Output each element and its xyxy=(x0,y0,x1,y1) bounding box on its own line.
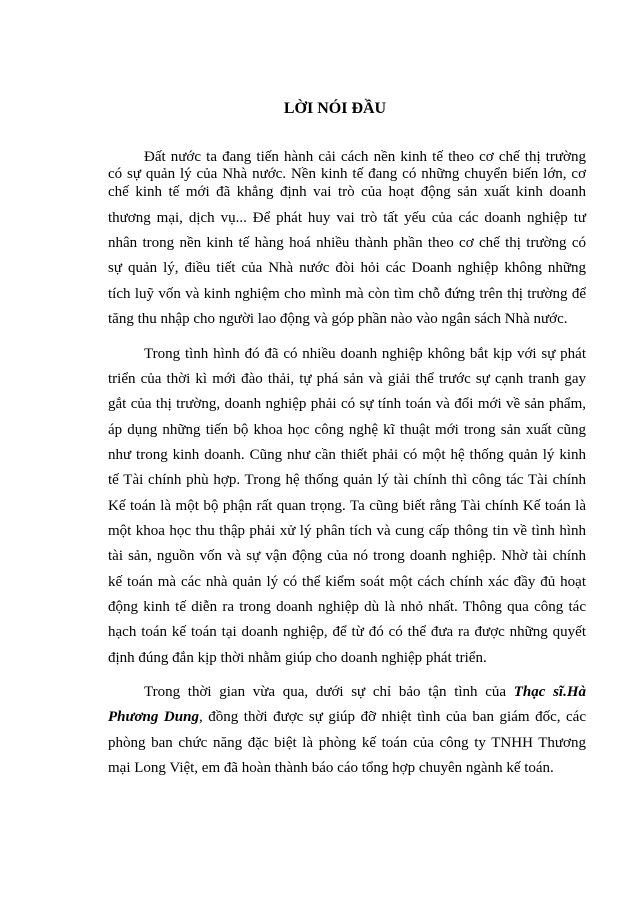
text-line: Kế toán là một bộ phận rất quan trọng. Ta cũng biết rằng Tài chính Kế toán là xyxy=(108,498,586,514)
text-line: triển của thời kì mới đào thải, tự phá sản và giải thể trước sự cạnh tranh gay xyxy=(108,371,586,387)
text-line xyxy=(108,705,586,729)
text-line: Trong tình hình đó đã có nhiều doanh nghiệp không bắt kịp với sự phát xyxy=(144,346,586,362)
text-line: phòng ban chức năng đặc biệt là phòng kế toán của công ty TNHH Thương xyxy=(108,735,586,751)
supervisor-name-emphasis: Thạc sĩ.Hà xyxy=(513,684,586,700)
text-line: như trong kinh doanh. Cũng như cần thiết phải có một hệ thống quản lý kinh xyxy=(108,447,586,463)
text-line xyxy=(144,680,586,704)
text-line: gắt của thị trường, doanh nghiệp phải có sự tính toán và đổi mới về sản phẩm, xyxy=(108,396,586,412)
text-line: sự quản lý, điều tiết của Nhà nước đòi hỏi các Doanh nghiệp không những xyxy=(108,260,586,276)
text-line: động kinh tế diễn ra trong doanh nghiệp dù là nhỏ nhất. Thông qua công tác xyxy=(108,599,586,615)
page-title: LỜI NÓI ĐẦU xyxy=(283,100,387,117)
text-line: một khoa học thu thập phải xử lý phân tích và cung cấp thông tin về tình hình xyxy=(108,523,586,539)
text-line: áp dụng những tiến bộ khoa học công nghệ kĩ thuật mới trong sản xuất cũng xyxy=(108,422,586,438)
text-line: thương mại, dịch vụ... Để phát huy vai trò tất yếu của các doanh nghiệp tư xyxy=(108,210,586,226)
text-run: , đồng thời được sự giúp đỡ nhiệt tình của ban giám đốc, các xyxy=(198,709,586,725)
text-line: hạch toán kế toán tại doanh nghiệp, để từ đó có thể đưa ra được những quyết xyxy=(108,624,586,640)
text-line: kế toán mà các nhà quản lý có thể kiểm soát một cách chính xác đầy đủ hoạt xyxy=(108,574,586,590)
text-line: định đúng đắn kịp thời nhằm giúp cho doanh nghiệp phát triển. xyxy=(108,650,487,666)
text-line: mại Long Việt, em đã hoàn thành báo cáo tổng hợp chuyên ngành kế toán. xyxy=(108,760,554,776)
text-line: chế kinh tế mới đã khẳng định vai trò của hoạt động sản xuất kinh doanh xyxy=(108,184,586,200)
text-line: có sự quản lý của Nhà nước. Nền kinh tế đang có những chuyển biến lớn, cơ xyxy=(108,166,586,182)
supervisor-name-emphasis: Phương Dung xyxy=(108,709,199,725)
text-run: Trong thời gian vừa qua, dưới sự chỉ bảo tận tình của xyxy=(144,684,507,700)
text-line: tăng thu nhập cho người lao động và góp phần nào vào ngân sách Nhà nước. xyxy=(108,311,568,327)
text-line: tích luỹ vốn và kinh nghiệm cho mình mà còn tìm chỗ đứng trên thị trường để xyxy=(108,286,586,302)
text-line: tế Tài chính phù hợp. Trong hệ thống quản lý tài chính thì công tác Tài chính xyxy=(108,472,586,488)
text-line: nhân trong nền kinh tế hàng hoá nhiều thành phần theo cơ chế thị trường có xyxy=(108,235,586,251)
text-line: tài sản, nguồn vốn và sự vận động của nó trong doanh nghiệp. Nhờ tài chính xyxy=(108,548,586,564)
text-line: Đất nước ta đang tiến hành cải cách nền kinh tế theo cơ chế thị trường xyxy=(144,149,586,165)
